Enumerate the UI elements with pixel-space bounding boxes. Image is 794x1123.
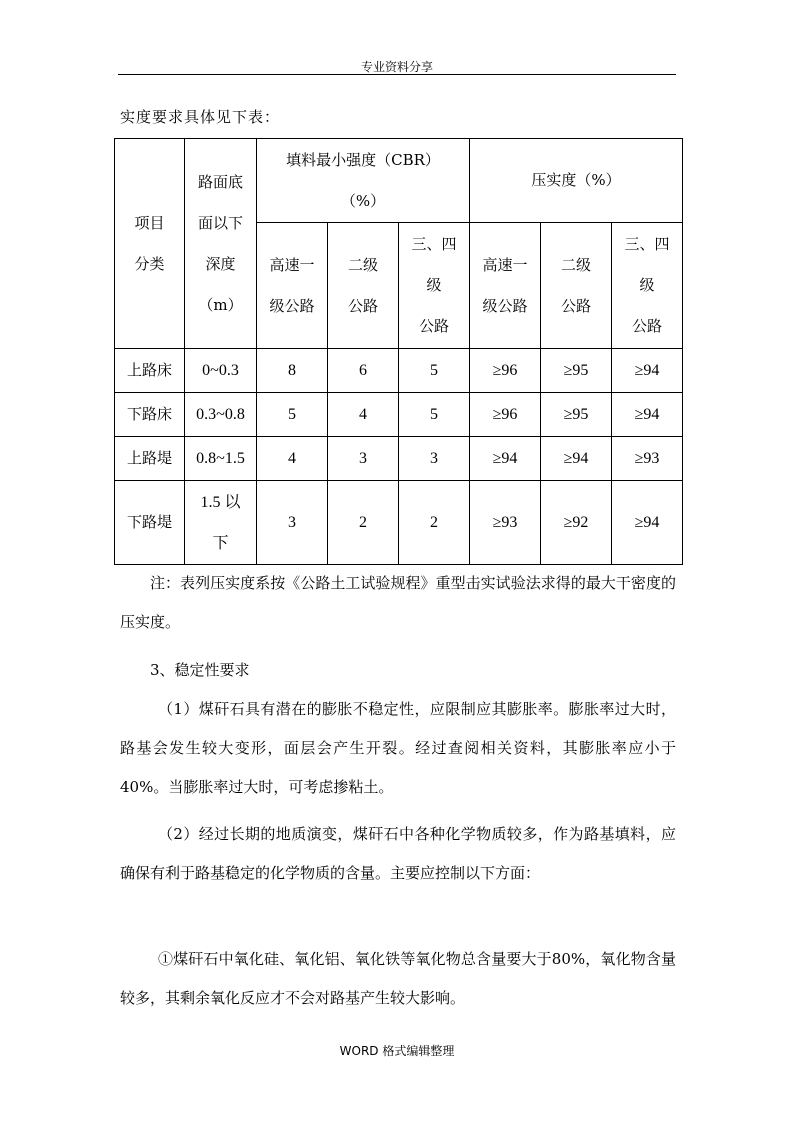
table-row: [115, 481, 683, 565]
row-depth: 0.8~1.5: [185, 437, 257, 481]
cell-cbr: 6: [328, 349, 399, 393]
cell-cbr: 3: [399, 437, 470, 481]
table-row: [115, 393, 683, 437]
page-header: 专业资料分享: [360, 60, 433, 74]
row-name: 上路堤: [115, 437, 185, 481]
cell-cbr: 4: [328, 393, 399, 437]
subheader-compact-second: 二级 公路: [541, 223, 612, 349]
paragraph-chemistry: （2）经过长期的地质演变，煤矸石中各种化学物质较多，作为路基填料，应确保有利于路基稳定的化学物质的含量。主要应控制以下方面：: [120, 825, 676, 882]
cell-compaction: ≥96: [470, 393, 541, 437]
subheader-cbr-second: 二级 公路: [328, 223, 399, 349]
paragraph-oxide: ①煤矸石中氧化硅、氧化铝、氧化铁等氧化物总含量要大于80%，氧化物含量较多，其剩余氧化反应才不会对路基产生较大影响。: [120, 950, 676, 1007]
table-row: [115, 437, 683, 481]
cell-cbr: 5: [399, 393, 470, 437]
table-row: [115, 349, 683, 393]
cell-compaction: ≥95: [541, 393, 612, 437]
paragraph-expansion: （1）煤矸石具有潜在的膨胀不稳定性，应限制应其膨胀率。膨胀率过大时，路基会发生较大变形，面层会产生开裂。经过查阅相关资料，其膨胀率应小于40%。当膨胀率过大时，可考虑掺粘土。: [120, 700, 676, 796]
cell-compaction: ≥93: [470, 481, 541, 565]
cell-cbr: 5: [257, 393, 328, 437]
cell-compaction: ≥94: [612, 481, 683, 565]
row-name: 下路床: [115, 393, 185, 437]
cell-cbr: 8: [257, 349, 328, 393]
header-rule: [118, 74, 676, 75]
cell-cbr: 5: [399, 349, 470, 393]
header-compaction: 压实度（%）: [470, 139, 683, 223]
cell-compaction: ≥95: [541, 349, 612, 393]
section-heading: 3、稳定性要求: [150, 661, 250, 679]
requirements-table: [114, 138, 683, 565]
cell-cbr: 4: [257, 437, 328, 481]
cell-cbr: 2: [328, 481, 399, 565]
subheader-cbr-highway: 高速一 级公路: [257, 223, 328, 349]
header-cbr: 填料最小强度（CBR） （%）: [257, 139, 470, 223]
page-footer: WORD 格式编辑整理: [339, 1044, 455, 1058]
row-depth: 1.5 以 下: [185, 481, 257, 565]
intro-text: 实度要求具体见下表：: [120, 108, 281, 126]
subheader-compact-highway: 高速一 级公路: [470, 223, 541, 349]
table-note: 注：表列压实度系按《公路土工试验规程》重型击实试验法求得的最大干密度的压实度。: [120, 574, 676, 631]
header-item-class: 项目 分类: [115, 139, 185, 349]
cell-compaction: ≥94: [541, 437, 612, 481]
cell-cbr: 3: [257, 481, 328, 565]
row-name: 下路堤: [115, 481, 185, 565]
cell-compaction: ≥94: [612, 349, 683, 393]
row-depth: 0~0.3: [185, 349, 257, 393]
cell-cbr: 3: [328, 437, 399, 481]
cell-compaction: ≥96: [470, 349, 541, 393]
cell-compaction: ≥94: [470, 437, 541, 481]
header-depth: 路面底 面以下 深度 （m）: [185, 139, 257, 349]
cell-compaction: ≥93: [612, 437, 683, 481]
row-name: 上路床: [115, 349, 185, 393]
row-depth: 0.3~0.8: [185, 393, 257, 437]
cell-cbr: 2: [399, 481, 470, 565]
cell-compaction: ≥92: [541, 481, 612, 565]
subheader-compact-third: 三、四 级 公路: [612, 223, 683, 349]
subheader-cbr-third: 三、四 级 公路: [399, 223, 470, 349]
cell-compaction: ≥94: [612, 393, 683, 437]
